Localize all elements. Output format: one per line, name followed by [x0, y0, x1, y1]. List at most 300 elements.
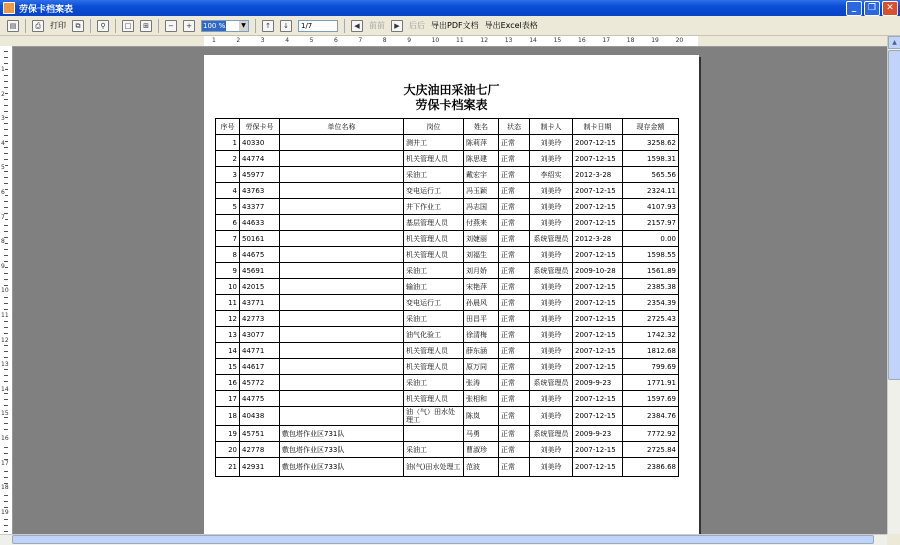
ruler-label: 14: [529, 37, 537, 44]
table-cell: 机关管理人员: [404, 247, 464, 263]
table-cell: 2007-12-15: [573, 407, 623, 426]
table-cell: 戴宏宇: [464, 167, 499, 183]
table-cell: 正常: [499, 343, 530, 359]
table-row: [216, 311, 679, 327]
table-cell: 6: [216, 215, 240, 231]
table-cell: 刘美玲: [530, 199, 573, 215]
table-cell: 43763: [240, 183, 280, 199]
table-row: [216, 458, 679, 477]
table-cell: 机关管理人员: [404, 359, 464, 375]
vertical-scrollbar[interactable]: [887, 36, 900, 534]
table-cell: 13: [216, 327, 240, 343]
table-cell: 17: [216, 391, 240, 407]
report-table: [215, 118, 679, 477]
table-cell: 1: [216, 135, 240, 151]
table-cell: 43377: [240, 199, 280, 215]
table-cell: [280, 327, 404, 343]
table-cell: 刘美玲: [530, 183, 573, 199]
table-cell: 徐清梅: [464, 327, 499, 343]
ruler-label: 4: [285, 37, 290, 44]
table-cell: 2007-12-15: [573, 151, 623, 167]
horizontal-scrollbar[interactable]: [0, 534, 887, 545]
table-cell: 799.69: [623, 359, 679, 375]
ruler-label: 18: [626, 37, 635, 44]
table-cell: [280, 311, 404, 327]
table-cell: 系统管理员: [530, 426, 573, 442]
table-cell: 采油工: [404, 263, 464, 279]
table-cell: 刘月娇: [464, 263, 499, 279]
table-cell: 42015: [240, 279, 280, 295]
table-cell: 田昌平: [464, 311, 499, 327]
table-cell: 刘美玲: [530, 343, 573, 359]
ruler-label: 16: [1, 435, 9, 442]
ruler-label: 11: [1, 312, 9, 319]
table-cell: [280, 247, 404, 263]
table-cell: 43771: [240, 295, 280, 311]
table-cell: 0.00: [623, 231, 679, 247]
table-row: [216, 279, 679, 295]
export-pdf-button[interactable]: 导出PDF文档: [431, 21, 479, 30]
table-cell: 1771.91: [623, 375, 679, 391]
table-cell: 正常: [499, 199, 530, 215]
table-cell: 刘美玲: [530, 279, 573, 295]
table-cell: 输油工: [404, 279, 464, 295]
chevron-down-icon[interactable]: ▼: [239, 21, 248, 31]
table-cell: [280, 343, 404, 359]
table-cell: 1597.69: [623, 391, 679, 407]
window-title: 劳保卡档案表: [19, 4, 74, 15]
ruler-label: 9: [407, 37, 412, 44]
printer-icon[interactable]: ⎙: [32, 20, 44, 32]
minimize-button[interactable]: _: [846, 1, 862, 16]
table-cell: 敷包塔作业区733队: [280, 442, 404, 458]
table-cell: 正常: [499, 263, 530, 279]
table-cell: 2: [216, 151, 240, 167]
table-cell: 陈岚: [464, 407, 499, 426]
scroll-up-icon[interactable]: ▲: [888, 36, 900, 49]
table-row: [216, 151, 679, 167]
multi-page-icon[interactable]: ⊞: [140, 20, 152, 32]
company-name: 大庆油田采油七厂: [403, 83, 500, 97]
table-cell: 采油工: [404, 167, 464, 183]
ruler-label: 7: [358, 37, 363, 44]
toolbar-separator: [90, 19, 91, 33]
table-cell: 刘美玲: [530, 215, 573, 231]
table-cell: 刘美玲: [530, 442, 573, 458]
scroll-thumb[interactable]: [888, 50, 900, 380]
table-cell: 2324.11: [623, 183, 679, 199]
table-cell: 42931: [240, 458, 280, 477]
table-cell: 刘美玲: [530, 327, 573, 343]
table-cell: 敷包塔作业区733队: [280, 458, 404, 477]
ruler-label: 19: [651, 37, 659, 44]
table-cell: 冯玉颖: [464, 183, 499, 199]
table-cell: 正常: [499, 279, 530, 295]
toolbar-separator: [158, 19, 159, 33]
table-cell: 42773: [240, 311, 280, 327]
table-row: [216, 247, 679, 263]
table-cell: 1598.31: [623, 151, 679, 167]
ruler-label: 8: [382, 37, 387, 44]
scroll-thumb[interactable]: [12, 535, 874, 544]
next-page-icon[interactable]: ▶: [391, 20, 403, 32]
toolbar-separator: [344, 19, 345, 33]
table-row: [216, 391, 679, 407]
table-cell: 刘美玲: [530, 311, 573, 327]
header-cell: 状态: [499, 119, 530, 135]
table-cell: 刘美玲: [530, 247, 573, 263]
table-cell: 2012-3-28: [573, 231, 623, 247]
table-cell: [280, 167, 404, 183]
ruler-label: 5: [309, 37, 314, 44]
table-cell: 44675: [240, 247, 280, 263]
table-cell: 陈思建: [464, 151, 499, 167]
table-cell: 系统管理员: [530, 375, 573, 391]
ruler-label: 2: [236, 37, 241, 44]
table-cell: 2007-12-15: [573, 279, 623, 295]
export-excel-button[interactable]: 导出Excel表格: [484, 21, 538, 30]
table-cell: 敷包塔作业区731队: [280, 426, 404, 442]
table-row: [216, 215, 679, 231]
ruler-label: 14: [1, 385, 9, 393]
single-page-icon[interactable]: □: [122, 20, 134, 32]
previous-page-button[interactable]: 前前: [369, 21, 385, 30]
table-cell: [280, 359, 404, 375]
table-cell: 44633: [240, 215, 280, 231]
window-controls: [846, 1, 898, 16]
table-cell: 2009-10-28: [573, 263, 623, 279]
table-cell: 2354.39: [623, 295, 679, 311]
table-cell: 机关管理人员: [404, 151, 464, 167]
title-bar: [0, 0, 900, 16]
table-cell: 机关管理人员: [404, 343, 464, 359]
table-cell: 7772.92: [623, 426, 679, 442]
table-cell: 范波: [464, 458, 499, 477]
ruler-label: 15: [1, 410, 9, 418]
table-cell: 测井工: [404, 135, 464, 151]
table-row: [216, 343, 679, 359]
table-cell: 44775: [240, 391, 280, 407]
table-cell: 4107.93: [623, 199, 679, 215]
table-cell: 正常: [499, 359, 530, 375]
table-cell: 正常: [499, 151, 530, 167]
table-cell: 10: [216, 279, 240, 295]
table-cell: 薛东涵: [464, 343, 499, 359]
toolbar-separator: [255, 19, 256, 33]
ruler-label: 3: [260, 37, 265, 44]
last-page-icon[interactable]: ↓: [280, 20, 292, 32]
table-cell: 40438: [240, 407, 280, 426]
table-cell: [280, 199, 404, 215]
page-setup-icon[interactable]: ▤: [7, 20, 19, 32]
table-row: [216, 375, 679, 391]
table-cell: 孙晨风: [464, 295, 499, 311]
table-cell: 3: [216, 167, 240, 183]
table-cell: 2007-12-15: [573, 295, 623, 311]
table-row: [216, 407, 679, 426]
table-cell: 正常: [499, 231, 530, 247]
table-cell: 2009-9-23: [573, 426, 623, 442]
table-cell: [280, 135, 404, 151]
table-cell: 正常: [499, 295, 530, 311]
table-cell: [280, 263, 404, 279]
table-cell: 2385.38: [623, 279, 679, 295]
table-cell: 正常: [499, 215, 530, 231]
table-cell: 正常: [499, 247, 530, 263]
table-cell: [280, 279, 404, 295]
header-cell: 现存金额: [623, 119, 679, 135]
table-cell: [280, 295, 404, 311]
table-cell: 刘美玲: [530, 458, 573, 477]
table-row: [216, 327, 679, 343]
table-cell: 2007-12-15: [573, 442, 623, 458]
table-cell: 18: [216, 407, 240, 426]
table-cell: [280, 231, 404, 247]
zoom-value: 100 %: [203, 21, 226, 30]
table-cell: 2725.84: [623, 442, 679, 458]
table-cell: 565.56: [623, 167, 679, 183]
table-cell: 刘美玲: [530, 359, 573, 375]
table-cell: 43077: [240, 327, 280, 343]
table-row: [216, 183, 679, 199]
table-cell: 1561.89: [623, 263, 679, 279]
ruler-label: 4: [1, 139, 5, 147]
header-cell: 制卡人: [530, 119, 573, 135]
table-row: [216, 295, 679, 311]
table-row: [216, 135, 679, 151]
ruler-label: 12: [480, 37, 489, 44]
table-cell: 刘美玲: [530, 407, 573, 426]
table-cell: 2157.97: [623, 215, 679, 231]
table-cell: 42778: [240, 442, 280, 458]
ruler-label: 20: [675, 37, 684, 44]
close-button[interactable]: ✕: [882, 1, 898, 16]
table-cell: 采油工: [404, 442, 464, 458]
table-header-row: [216, 119, 679, 135]
table-cell: 4: [216, 183, 240, 199]
table-cell: 16: [216, 375, 240, 391]
table-cell: 变电运行工: [404, 295, 464, 311]
table-cell: 正常: [499, 183, 530, 199]
table-cell: 19: [216, 426, 240, 442]
table-cell: 14: [216, 343, 240, 359]
ruler-scale: [204, 36, 698, 46]
ruler-label: 19: [1, 508, 9, 516]
table-cell: 基层管理人员: [404, 215, 464, 231]
ruler-label: 18: [1, 484, 9, 492]
table-cell: 2725.43: [623, 311, 679, 327]
table-cell: [280, 151, 404, 167]
page-number-input[interactable]: 1/7: [298, 20, 338, 32]
table-cell: 系统管理员: [530, 263, 573, 279]
table-cell: 正常: [499, 426, 530, 442]
ruler-label: 17: [1, 459, 9, 467]
report-title: 劳保卡档案表: [415, 98, 488, 112]
table-cell: [280, 375, 404, 391]
ruler-label: 2: [1, 90, 5, 98]
table-cell: 井下作业工: [404, 199, 464, 215]
ruler-label: 1: [1, 66, 5, 73]
ruler-label: 9: [1, 262, 5, 270]
table-row: [216, 167, 679, 183]
table-cell: 2012-3-28: [573, 167, 623, 183]
table-cell: 系统管理员: [530, 231, 573, 247]
table-cell: [280, 391, 404, 407]
ruler-label: 12: [1, 336, 9, 344]
ruler-label: 13: [504, 37, 513, 44]
next-page-button[interactable]: 后后: [409, 21, 425, 30]
first-page-icon[interactable]: ↑: [262, 20, 274, 32]
table-cell: 刘美玲: [530, 295, 573, 311]
app-icon: [3, 2, 15, 14]
table-cell: 油气化验工: [404, 327, 464, 343]
table-row: [216, 442, 679, 458]
table-cell: 2386.68: [623, 458, 679, 477]
table-cell: 44774: [240, 151, 280, 167]
table-cell: 付燕来: [464, 215, 499, 231]
table-cell: 45977: [240, 167, 280, 183]
table-cell: 2007-12-15: [573, 135, 623, 151]
table-cell: 2009-9-23: [573, 375, 623, 391]
ruler-label: 6: [334, 37, 338, 44]
table-cell: 2007-12-15: [573, 199, 623, 215]
zoom-out-icon[interactable]: −: [165, 20, 177, 32]
table-cell: 7: [216, 231, 240, 247]
ruler-label: 10: [431, 37, 440, 44]
table-cell: 21: [216, 458, 240, 477]
table-row: [216, 231, 679, 247]
table-cell: 刘婕丽: [464, 231, 499, 247]
ruler-label: 6: [1, 189, 5, 196]
table-cell: 正常: [499, 327, 530, 343]
table-cell: 2007-12-15: [573, 359, 623, 375]
table-cell: 2007-12-15: [573, 391, 623, 407]
table-cell: 刘美玲: [530, 391, 573, 407]
table-cell: 40330: [240, 135, 280, 151]
table-cell: 正常: [499, 442, 530, 458]
preview-area[interactable]: [13, 47, 887, 535]
ruler-label: 11: [456, 37, 464, 44]
table-cell: 变电运行工: [404, 183, 464, 199]
table-cell: 1812.68: [623, 343, 679, 359]
table-cell: 2007-12-15: [573, 458, 623, 477]
ruler-label: 10: [1, 287, 9, 295]
ruler-label: 15: [553, 37, 562, 44]
table-cell: 张涛: [464, 375, 499, 391]
header-cell: 单位名称: [280, 119, 404, 135]
table-cell: 45772: [240, 375, 280, 391]
table-cell: [280, 215, 404, 231]
table-cell: 2007-12-15: [573, 215, 623, 231]
table-cell: 44617: [240, 359, 280, 375]
vertical-ruler: [0, 46, 13, 534]
table-cell: 刘福生: [464, 247, 499, 263]
table-cell: 2007-12-15: [573, 247, 623, 263]
ruler-label: 13: [1, 361, 9, 369]
ruler-label: 16: [578, 37, 586, 44]
ruler-label: 17: [602, 37, 611, 44]
table-cell: 张相和: [464, 391, 499, 407]
table-cell: 油(气)田水处理工: [404, 458, 464, 477]
table-cell: 正常: [499, 311, 530, 327]
header-cell: 姓名: [464, 119, 499, 135]
table-cell: 陈莉萍: [464, 135, 499, 151]
table-cell: 45751: [240, 426, 280, 442]
table-cell: 马勇: [464, 426, 499, 442]
table-cell: 机关管理人员: [404, 391, 464, 407]
table-cell: 8: [216, 247, 240, 263]
table-body: [216, 135, 679, 477]
table-cell: 正常: [499, 375, 530, 391]
table-cell: 44771: [240, 343, 280, 359]
table-cell: 采油工: [404, 311, 464, 327]
table-cell: 9: [216, 263, 240, 279]
toolbar: [0, 16, 900, 36]
horizontal-ruler: [0, 36, 900, 47]
table-row: [216, 199, 679, 215]
zoom-select[interactable]: [201, 20, 249, 32]
table-row: [216, 359, 679, 375]
table-cell: 宋艳萍: [464, 279, 499, 295]
table-cell: 5: [216, 199, 240, 215]
table-cell: 刘美玲: [530, 135, 573, 151]
ruler-label: 8: [1, 238, 5, 246]
restore-button[interactable]: ❐: [864, 1, 880, 16]
ruler-label: 3: [1, 115, 5, 123]
table-cell: 2007-12-15: [573, 343, 623, 359]
table-cell: 正常: [499, 407, 530, 426]
binoculars-icon[interactable]: ⚲: [97, 20, 109, 32]
table-cell: [280, 407, 404, 426]
table-cell: [404, 426, 464, 442]
print-button[interactable]: 打印: [50, 21, 66, 30]
table-cell: 15: [216, 359, 240, 375]
header-cell: 序号: [216, 119, 240, 135]
toolbar-separator: [25, 19, 26, 33]
table-row: [216, 263, 679, 279]
zoom-in-icon[interactable]: +: [183, 20, 195, 32]
table-cell: 11: [216, 295, 240, 311]
toolbar-separator: [115, 19, 116, 33]
table-row: [216, 426, 679, 442]
table-cell: 原万同: [464, 359, 499, 375]
table-cell: 12: [216, 311, 240, 327]
table-cell: 1598.55: [623, 247, 679, 263]
table-cell: 1742.32: [623, 327, 679, 343]
header-cell: 岗位: [404, 119, 464, 135]
header-cell: 制卡日期: [573, 119, 623, 135]
table-cell: 2007-12-15: [573, 327, 623, 343]
table-cell: 20: [216, 442, 240, 458]
table-cell: 正常: [499, 391, 530, 407]
table-cell: 冯志国: [464, 199, 499, 215]
ruler-label: 7: [1, 213, 5, 221]
previous-page-icon[interactable]: ◀: [351, 20, 363, 32]
table-cell: 45691: [240, 263, 280, 279]
ruler-label: 5: [1, 164, 5, 172]
table-cell: 2007-12-15: [573, 183, 623, 199]
table-cell: 李绍实: [530, 167, 573, 183]
table-cell: 正常: [499, 167, 530, 183]
table-cell: 采油工: [404, 375, 464, 391]
copy-icon[interactable]: ⧉: [72, 20, 84, 32]
table-cell: [280, 183, 404, 199]
table-cell: 刘美玲: [530, 151, 573, 167]
table-cell: 油（气）田水处理工: [404, 407, 464, 426]
report-page: [204, 55, 699, 535]
table-cell: 机关管理人员: [404, 231, 464, 247]
header-cell: 劳保卡号: [240, 119, 280, 135]
